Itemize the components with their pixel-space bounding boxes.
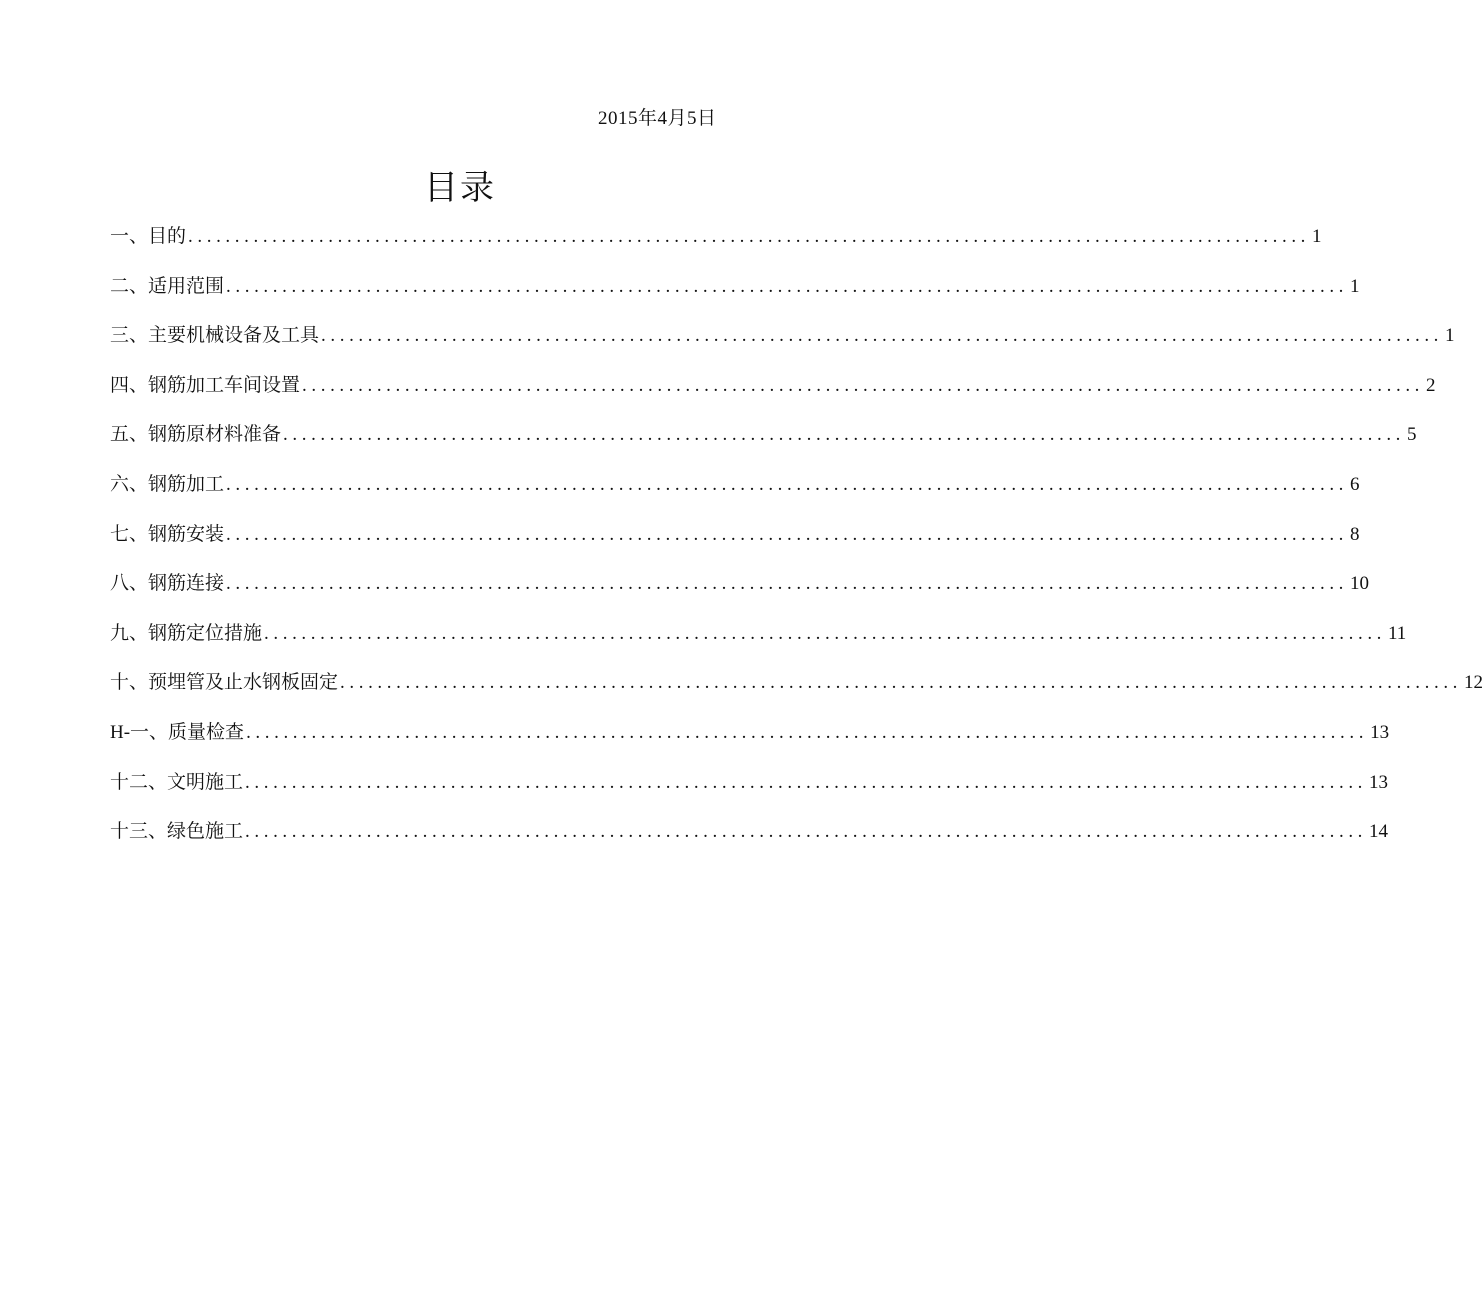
document-date: 2015年4月5日 [598, 108, 717, 129]
toc-entry[interactable] [110, 470, 1360, 520]
toc-leader-dots: ........................................................................................................................ [302, 374, 1425, 396]
toc-entry-label: 八、钢筋连接 [110, 573, 225, 595]
toc-entry-page: 14 [1369, 821, 1389, 843]
toc-entry-page: 1 [1445, 325, 1455, 347]
toc-entry[interactable] [110, 371, 1436, 421]
toc-entry-page: 1 [1312, 226, 1322, 247]
toc-entry-label: H-一、质量检查 [110, 721, 245, 743]
toc-leader-dots: ........................................................................................................................ [226, 523, 1349, 545]
toc-entry[interactable] [110, 817, 1389, 867]
toc-entry-page: 11 [1388, 622, 1407, 644]
toc-entry[interactable] [110, 420, 1417, 470]
toc-entry[interactable] [110, 619, 1407, 669]
toc-entry[interactable] [110, 520, 1360, 570]
toc-entry[interactable] [110, 569, 1370, 619]
toc-leader-dots: ........................................................................................................................ [226, 275, 1349, 297]
toc-leader-dots: ........................................................................................................................ [188, 226, 1311, 247]
toc-entry-page: 13 [1369, 771, 1389, 793]
toc-leader-dots: ........................................................................................................................ [340, 672, 1463, 694]
toc-entry-page: 12 [1464, 672, 1483, 694]
toc-entry-label: 二、适用范围 [110, 275, 225, 297]
toc-entry-label: 五、钢筋原材料准备 [110, 424, 282, 446]
toc-leader-dots: ........................................................................................................................ [226, 573, 1349, 595]
toc-entry[interactable] [110, 222, 1322, 272]
toc-leader-dots: ........................................................................................................................ [246, 721, 1369, 743]
toc-entry-label: 七、钢筋安装 [110, 523, 225, 545]
toc-leader-dots: ........................................................................................................................ [226, 473, 1349, 495]
toc-entry-page: 13 [1370, 721, 1390, 743]
toc-entry[interactable] [110, 768, 1389, 818]
toc-entry-label: 十、预埋管及止水钢板固定 [110, 672, 339, 694]
toc-entry-label: 六、钢筋加工 [110, 473, 225, 495]
toc-entry-page: 10 [1350, 573, 1370, 595]
toc-entry-label: 九、钢筋定位措施 [110, 622, 263, 644]
toc-entry-page: 2 [1426, 374, 1436, 396]
toc-leader-dots: ........................................................................................................................ [264, 622, 1387, 644]
toc-leader-dots: ........................................................................................................................ [321, 325, 1444, 347]
toc-entry[interactable] [110, 668, 1483, 718]
toc-leader-dots: ........................................................................................................................ [245, 821, 1368, 843]
toc-entry-label: 十三、绿色施工 [110, 821, 244, 843]
toc-title: 目录 [424, 170, 496, 207]
table-of-contents [110, 222, 1483, 867]
toc-leader-dots: ........................................................................................................................ [283, 424, 1406, 446]
toc-entry-page: 8 [1350, 523, 1360, 545]
toc-entry[interactable] [110, 272, 1360, 322]
toc-entry[interactable] [110, 718, 1390, 768]
toc-entry-label: 十二、文明施工 [110, 771, 244, 793]
toc-entry-label: 三、主要机械设备及工具 [110, 325, 320, 347]
toc-entry[interactable] [110, 321, 1455, 371]
toc-leader-dots: ........................................................................................................................ [245, 771, 1368, 793]
toc-entry-label: 四、钢筋加工车间设置 [110, 374, 301, 396]
toc-entry-page: 5 [1407, 424, 1417, 446]
toc-entry-page: 1 [1350, 275, 1360, 297]
toc-entry-label: 一、目的 [110, 226, 187, 247]
toc-entry-page: 6 [1350, 473, 1360, 495]
